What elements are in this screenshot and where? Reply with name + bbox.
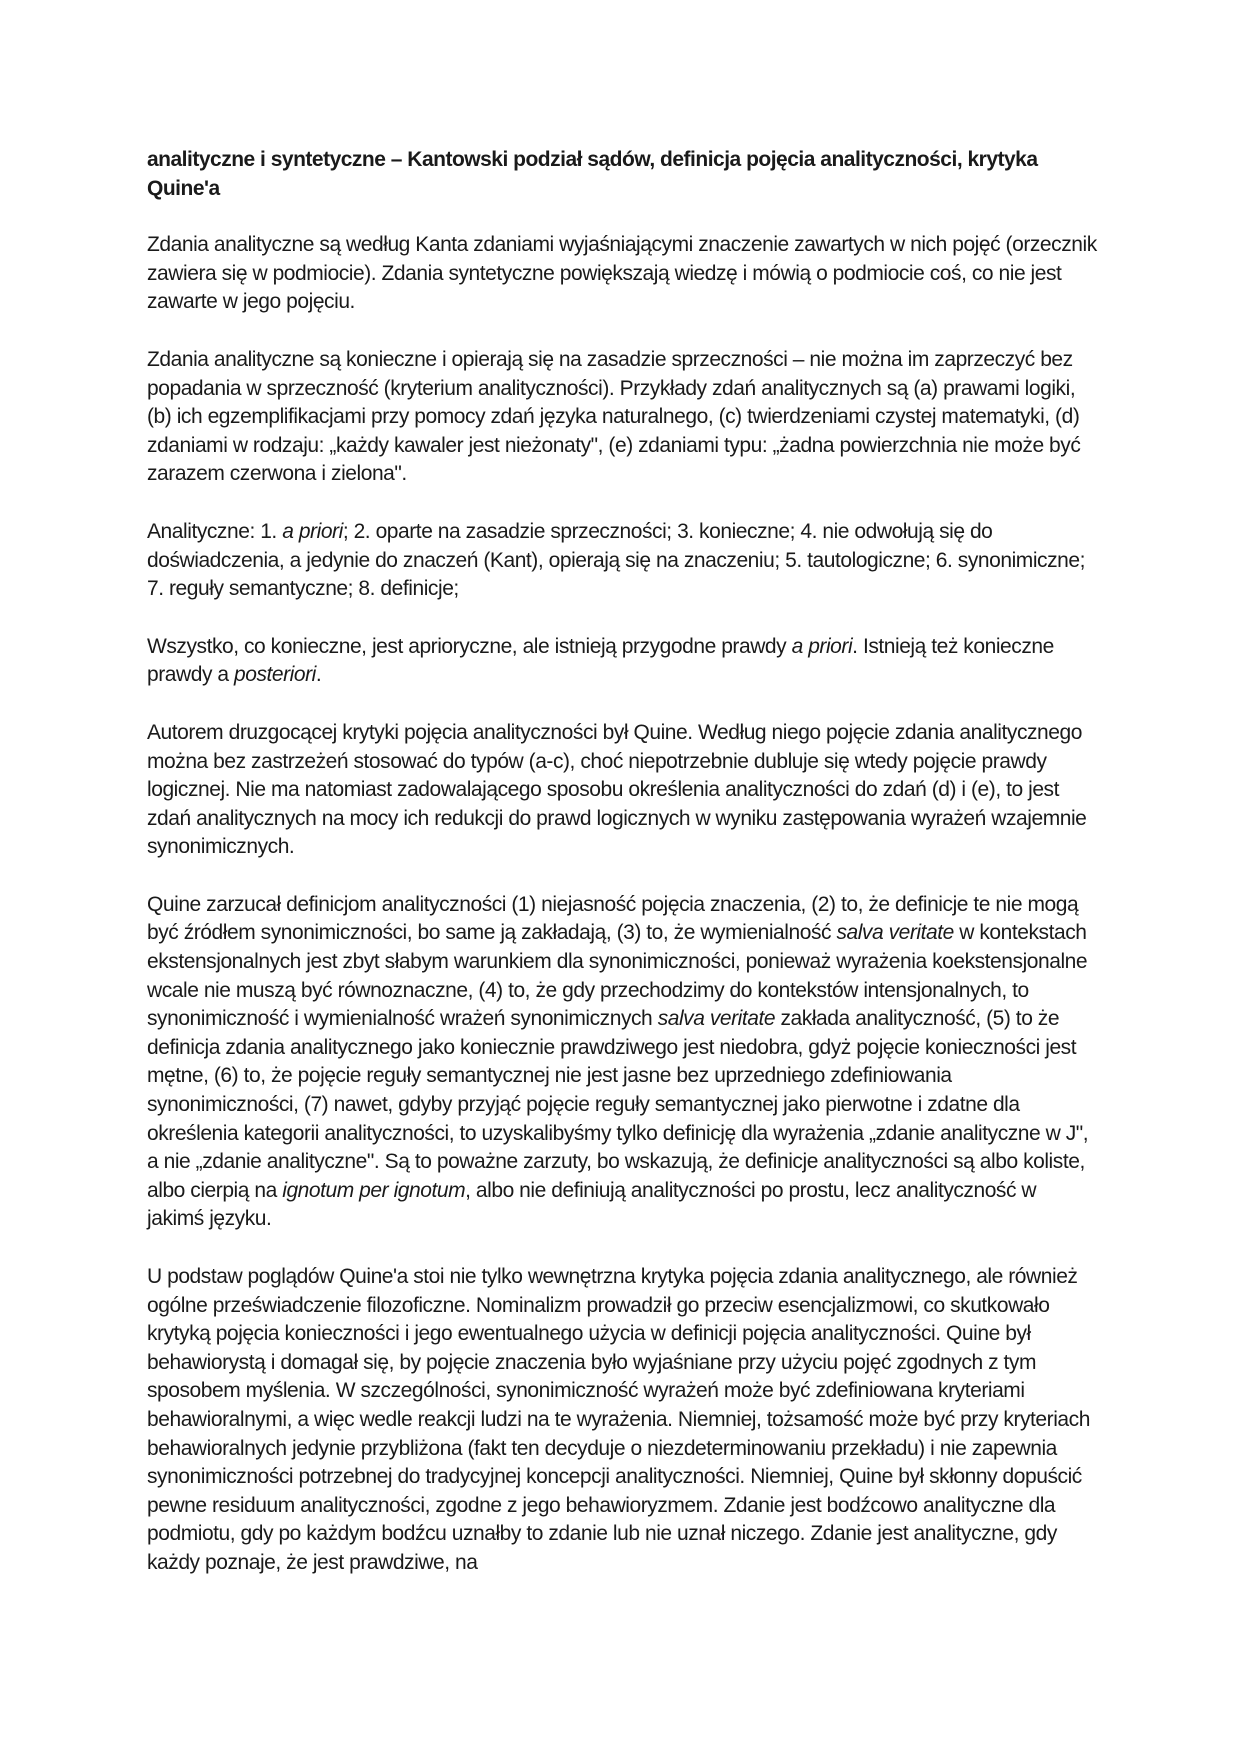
document-page xyxy=(147,146,1097,1607)
italic-term: posteriori xyxy=(234,663,316,687)
text-run: . xyxy=(315,663,322,687)
paragraph-quine-foundations: U podstaw poglądów Quine'a stoi nie tylko wewnętrzna krytyka pojęcia zdania analitycznego, ale również ogólne przeświadczenie filozoficzne. Nominalizm prowadził go przeciw esencjalizmowi, co skutkowało krytyką pojęcia konieczności i jego ewentualnego użycia w definicji pojęcia analityczności. Quine był behawiorystą i domagał się, by pojęcie znaczenia było wyjaśniane przy użyciu pojęć zgodnych z tym sposobem myślenia. W szczególności, synonimiczność wyrażeń może być zdefiniowana kryteriami behawioralnymi, a więc wedle reakcji ludzi na te wyrażenia. Niemniej, tożsamość może być przy kryteriach behawioralnych jedynie przybliżona (fakt ten decyduje o niezdeterminowaniu przekładu) i nie zapewnia synonimiczności potrzebnej do tradycyjnej koncepcji analityczności. Niemniej, Quine był skłonny dopuścić pewne residuum analityczności, zgodne z jego behawioryzmem. Zdanie jest bodźcowo analityczne dla podmiotu, gdy po każdym bodźcu uznałby to zdanie lub nie uznał niczego. Zdanie jest analityczne, gdy każdy poznaje, że jest prawdziwe, na xyxy=(147,1265,1090,1574)
document-title: analityczne i syntetyczne – Kantowski podział sądów, definicja pojęcia analityczności, krytyka Quine'a xyxy=(147,148,1038,200)
paragraph-quine-objections xyxy=(147,891,1097,1234)
paragraph-analytic-features xyxy=(147,518,1097,604)
text-run: . Istnieją też konieczne prawdy a xyxy=(147,634,1054,687)
text-run: , albo nie definiują analityczności po prostu, lecz analityczność w jakimś języku. xyxy=(147,1178,1037,1231)
text-run: w kontekstach ekstensjonalnych jest zbyt słabym warunkiem dla synonimiczności, ponieważ wyrażenia koekstensjonalne wcale nie muszą być równoznaczne, (4) to, że gdy przechodzimy do kontekstów intensjonalnych, to synonimiczność i wymienialność wrażeń synonimicznych xyxy=(147,921,1088,1031)
italic-term: a priori xyxy=(282,519,343,543)
italic-term: ignotum per ignotum xyxy=(282,1178,466,1202)
italic-term: salva veritate xyxy=(836,921,954,945)
text-run: Analityczne: 1. xyxy=(147,519,283,543)
paragraph-analytic-necessity: Zdania analityczne są konieczne i opierają się na zasadzie sprzeczności – nie można im zaprzeczyć bez popadania w sprzeczność (kryterium analityczności). Przykłady zdań analitycznych są (a) prawami logiki, (b) ich egzemplifikacjami przy pomocy zdań języka naturalnego, (c) twierdzeniami czystej matematyki, (d) zdaniami w rodzaju: „każdy kawaler jest nieżonaty", (e) zdaniami typu: „żadna powierzchnia nie może być zarazem czerwona i zielona". xyxy=(147,347,1081,486)
italic-term: salva veritate xyxy=(657,1007,776,1031)
text-run: Wszystko, co konieczne, jest aprioryczne, ale istnieją przygodne prawdy xyxy=(147,634,792,658)
text-run: Quine zarzucał definicjom analityczności (1) niejasność pojęcia znaczenia, (2) to, że definicje te nie mogą być źródłem synonimiczności, bo same ją zakładają, (3) to, że wymienialność xyxy=(147,892,1079,945)
text-run: zakłada analityczność, (5) to że definicja zdania analitycznego jako koniecznie prawdziwego jest niedobra, gdyż pojęcie konieczności jest mętne, (6) to, że pojęcie reguły semantycznej nie jest jasne bez uprzedniego zdefiniowania synonimiczności, (7) nawet, gdyby przyjąć pojęcie reguły semantycznej jako pierwotne i zdatne dla określenia kategorii analityczności, to uzyskalibyśmy tylko definicję dla wyrażenia „zdanie analityczne w J", a nie „zdanie analityczne". Są to poważne zarzuty, bo wskazują, że definicje analityczności są albo koliste, albo cierpią na xyxy=(147,1007,1089,1202)
paragraph-quine-critique: Autorem druzgocącej krytyki pojęcia analityczności był Quine. Według niego pojęcie zdania analitycznego można bez zastrzeżeń stosować do typów (a-c), choć niepotrzebnie dubluje się wtedy pojęcie prawdy logicznej. Nie ma natomiast zadowalającego sposobu określenia analityczności do zdań (d) i (e), to jest zdań analitycznych na mocy ich redukcji do prawd logicznych w wyniku zastępowania wyrażeń wzajemnie synonimicznych. xyxy=(147,720,1087,859)
italic-term: a priori xyxy=(791,634,853,658)
paragraph-a-priori xyxy=(147,633,1097,690)
paragraph-kant-definition: Zdania analityczne są według Kanta zdaniami wyjaśniającymi znaczenie zawartych w nich pojęć (orzecznik zawiera się w podmiocie). Zdania syntetyczne powiększają wiedzę i mówią o podmiocie coś, co nie jest zawarte w jego pojęciu. xyxy=(147,233,1097,314)
text-run: ; 2. oparte na zasadzie sprzeczności; 3. konieczne; 4. nie odwołują się do doświadczenia, a jedynie do znaczeń (Kant), opierają się na znaczeniu; 5. tautologiczne; 6. synonimiczne; 7. reguły semantyczne; 8. definicje; xyxy=(147,519,1085,601)
